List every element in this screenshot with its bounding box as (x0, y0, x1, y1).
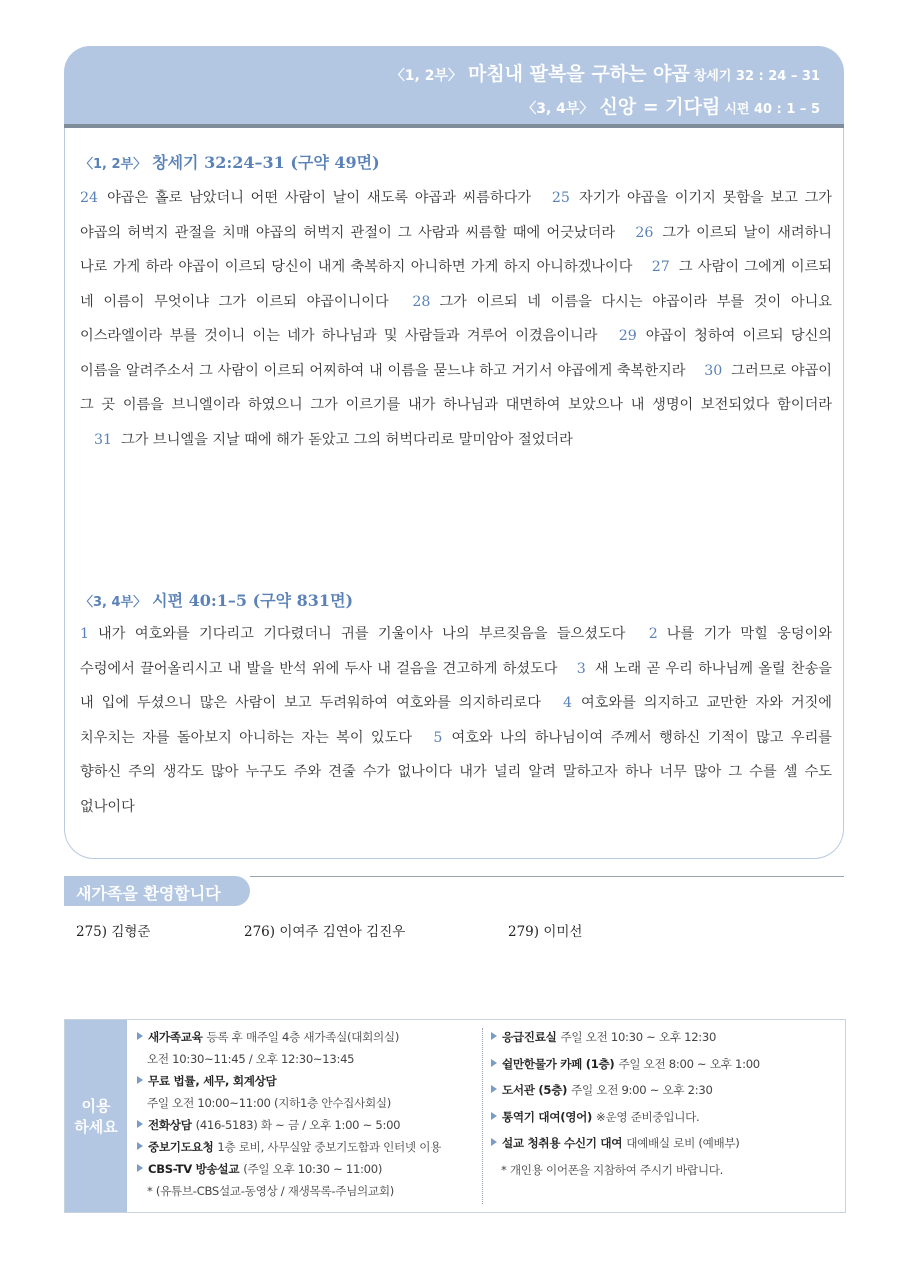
info-item-label: 설교 청취용 수신기 대여 (502, 1136, 623, 1150)
header-line-first (391, 59, 820, 86)
header-sermon-title: 신앙 = 기다림 (599, 96, 721, 118)
info-side-label (65, 1020, 127, 1212)
bullet-triangle-icon (137, 1120, 143, 1128)
info-item-label: 무료 법률, 세무, 회계상담 (148, 1074, 277, 1088)
bullet-triangle-icon (491, 1112, 497, 1120)
sermon-header (64, 46, 844, 126)
info-item-label: 전화상담 (148, 1118, 192, 1132)
info-item-label: CBS-TV 방송설교 (148, 1162, 240, 1176)
info-item-detail: ※운영 준비중입니다. (596, 1109, 700, 1124)
new-family-entry: 279) 이미선 (508, 924, 583, 940)
info-column-divider (482, 1028, 483, 1204)
genesis-verses (80, 181, 832, 457)
info-item (491, 1082, 713, 1098)
info-item-detail: * (유튜브-CBS설교-동영상 / 재생목록-주님의교회) (147, 1184, 394, 1198)
verse-text: 자기가 야곱을 이기지 못함을 보고 그가 야곱의 허벅지 관절을 치매 야곱의 허벅지 관절이 그 사람과 씨름할 때에 어긋났더라 (80, 190, 832, 241)
bullet-triangle-icon (491, 1059, 497, 1067)
verse-text: 야곱이 청하여 이르되 당신의 이름을 알려주소서 그 사람이 이르되 어찌하여 내 이름을 묻느냐 하고 거기서 야곱에게 축복한지라 (80, 328, 832, 379)
verse-number: 4 (562, 695, 572, 711)
info-item-detail: 주일 오전 9:00 ~ 오후 2:30 (571, 1083, 713, 1097)
bullet-triangle-icon (137, 1142, 143, 1150)
verse-number: 3 (576, 660, 586, 677)
info-item-detail: 등록 후 매주일 4층 새가족실(대회의실) (206, 1030, 400, 1044)
info-item (491, 1135, 740, 1151)
verse-text: 새 노래 곧 우리 하나님께 올릴 찬송을 내 입에 두셨으니 많은 사람이 보고 두려워하여 여호와를 의지하리로다 (80, 660, 832, 711)
info-item (137, 1029, 399, 1045)
info-item (491, 1029, 716, 1045)
info-item-detail: (416-5183) 화 ~ 금 / 오후 1:00 ~ 5:00 (195, 1118, 401, 1132)
verse-text: 그가 이르되 날이 새려하니 나로 가게 하라 야곱이 이르되 당신이 내게 축복하지 아니하면 가게 하지 아니하겠나이다 (80, 224, 832, 275)
verse-number: 29 (618, 328, 637, 344)
verse-text: 그러므로 야곱이 그 곳 이름을 브니엘이라 하였으니 그가 이르기를 내가 하나님과 대면하여 보았으나 내 생명이 보전되었다 함이더라 (80, 362, 833, 413)
section-heading: 시편 40:1–5 (구약 831면) (152, 591, 354, 610)
bullet-triangle-icon (137, 1032, 143, 1040)
info-item (491, 1109, 699, 1125)
info-item-detail: * 개인용 이어폰을 지참하여 주시기 바랍니다. (501, 1162, 724, 1177)
verse-number: 31 (94, 431, 113, 448)
header-service-parts: 〈1, 2부〉 (390, 68, 462, 84)
info-item-detail: 오전 10:30~11:45 / 오후 12:30~13:45 (147, 1052, 355, 1066)
verse-number: 5 (433, 729, 443, 746)
info-item-detail: 주일 오전 10:30 ~ 오후 12:30 (560, 1030, 717, 1044)
facility-info-box (64, 1019, 846, 1213)
psalms-verses (80, 617, 832, 824)
info-item (147, 1183, 394, 1199)
new-family-divider (250, 876, 844, 877)
verse-number: 24 (80, 190, 99, 206)
section-heading: 창세기 32:24–31 (구약 49면) (152, 153, 380, 172)
bullet-triangle-icon (491, 1032, 497, 1040)
info-side-label-line: 이용 (81, 1097, 111, 1115)
verse-text: 나를 기가 막힐 웅덩이와 수렁에서 끌어올리시고 내 발을 반석 위에 두사 내 걸음을 견고하게 하셨도다 (80, 626, 832, 677)
info-item (137, 1117, 400, 1133)
info-item (137, 1139, 441, 1155)
verse-number: 25 (551, 190, 570, 206)
section-tag: 〈3, 4부〉 (80, 595, 147, 610)
info-item-label: 응급진료실 (502, 1030, 557, 1044)
verse-text: 여호와를 의지하고 교만한 자와 거짓에 치우치는 자를 돌아보지 아니하는 자는 복이 있도다 (80, 695, 833, 746)
info-item (491, 1056, 760, 1072)
header-scripture-ref: 시편 40 : 1 – 5 (724, 102, 820, 117)
info-item-label: 쉴만한물가 카페 (1층) (502, 1056, 615, 1071)
header-service-parts: 〈3, 4부〉 (522, 101, 594, 117)
new-family-title: 새가족을 환영합니다 (76, 884, 221, 903)
verse-number: 26 (635, 224, 654, 241)
info-item (147, 1051, 354, 1067)
section-title-psalms (80, 588, 353, 611)
verse-text: 여호와 나의 하나님이여 주께서 행하신 기적이 많고 우리를 향하신 주의 생각도 많아 누구도 주와 견줄 수가 없나이다 내가 널리 알려 말하고자 하나 너무 많아 그 수를 셀 수도 없나이다 (80, 729, 832, 815)
verse-text: 야곱은 홀로 남았더니 어떤 사람이 날이 새도록 야곱과 씨름하다가 (107, 190, 532, 206)
new-family-entry: 276) 이여주 김연아 김진우 (244, 924, 406, 940)
info-item (137, 1161, 382, 1177)
verse-number: 30 (704, 362, 723, 379)
section-tag: 〈1, 2부〉 (80, 157, 147, 172)
info-item-detail: 대예배실 로비 (예배부) (626, 1136, 740, 1150)
bullet-triangle-icon (491, 1138, 497, 1146)
info-item-label: 도서관 (5층) (502, 1083, 568, 1097)
bullet-triangle-icon (491, 1085, 497, 1093)
info-item-label: 새가족교육 (148, 1030, 203, 1044)
info-item (501, 1162, 723, 1178)
header-line-second (522, 92, 820, 119)
info-item-detail: (주일 오후 10:30 ~ 11:00) (243, 1162, 383, 1176)
header-scripture-ref: 창세기 32 : 24 – 31 (693, 69, 820, 84)
bullet-triangle-icon (137, 1164, 143, 1172)
verse-number: 1 (80, 626, 90, 642)
info-item-label: 중보기도요청 (148, 1140, 214, 1154)
info-item-detail: 1층 로비, 사무실앞 중보기도함과 인터넷 이용 (217, 1140, 441, 1154)
header-sermon-title: 마침내 팔복을 구하는 야곱 (467, 63, 690, 85)
new-family-entry: 275) 김형준 (76, 924, 151, 940)
verse-number: 28 (412, 293, 431, 310)
verse-text: 내가 여호와를 기다리고 기다렸더니 귀를 기울이사 나의 부르짖음을 들으셨도다 (98, 626, 626, 642)
info-item-detail: 주일 오전 10:00~11:00 (지하1층 안수집사회실) (147, 1096, 391, 1110)
info-side-label-line: 하세요 (74, 1118, 118, 1136)
verse-number: 2 (648, 626, 658, 642)
verse-text: 그가 이르되 네 이름을 다시는 야곱이라 부를 것이 아니요 이스라엘이라 부를 것이니 이는 네가 하나님과 및 사람들과 겨루어 이겼음이니라 (80, 293, 832, 344)
info-item-detail: 주일 오전 8:00 ~ 오후 1:00 (618, 1056, 760, 1071)
info-item-label: 통역기 대여(영어) (502, 1109, 593, 1124)
verse-number: 27 (651, 259, 670, 275)
info-item (137, 1073, 280, 1089)
verse-text: 그 사람이 그에게 이르되 네 이름이 무엇이냐 그가 이르되 야곱이니이다 (80, 259, 832, 310)
verse-text: 그가 브니엘을 지날 때에 해가 돋았고 그의 허벅다리로 말미암아 절었더라 (121, 431, 573, 448)
section-title-genesis (80, 150, 380, 173)
bullet-triangle-icon (137, 1076, 143, 1084)
new-family-banner (64, 876, 250, 906)
info-item (147, 1095, 391, 1111)
